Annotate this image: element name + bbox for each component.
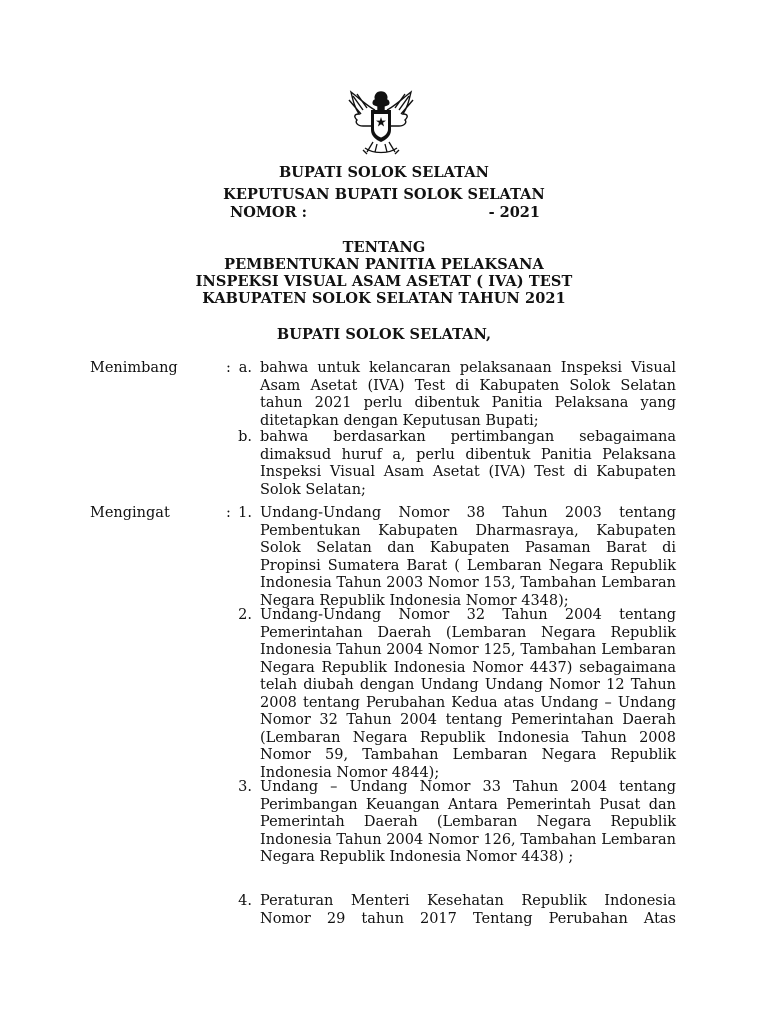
item-marker: b. (238, 429, 252, 445)
item-text: Peraturan Menteri Kesehatan Republik Indonesia Nomor 29 tahun 2017 Tentang Perubahan Atas (260, 893, 676, 927)
garuda-emblem-icon (345, 88, 417, 156)
subject-line-3: KABUPATEN SOLOK SELATAN TAHUN 2021 (202, 290, 566, 307)
item-text: bahwa untuk kelancaran pelaksanaan Inspeksi Visual Asam Asetat (IVA) Test di Kabupaten Solok Selatan tahun 2021 perlu dibentuk Panitia Pelaksana yang ditetapkan dengan Keputusan Bupati; (260, 360, 676, 429)
subject-line-2: INSPEKSI VISUAL ASAM ASETAT ( IVA) TEST (195, 273, 573, 290)
item-marker: a. (238, 360, 252, 376)
item-text: bahwa berdasarkan pertimbangan sebagaimana dimaksud huruf a, perlu dibentuk Panitia Pelaksana Inspeksi Visual Asam Asetat (IVA) Test di Kabupaten Solok Selatan; (260, 429, 676, 498)
institution-title: BUPATI SOLOK SELATAN (278, 164, 490, 181)
tentang-heading: TENTANG (342, 239, 426, 256)
mengingat-colon: : (226, 505, 231, 521)
item-text: Undang-Undang Nomor 32 Tahun 2004 tentang Pemerintahan Daerah (Lembaran Negara Republik Indonesia Tahun 2004 Nomor 125, Tambahan Lembaran Negara Republik Indonesia Nomor 4437) sebagaimana telah diubah dengan Undang Undang Nomor 12 Tahun 2008 tentang Perubahan Kedua atas Undang – Undang Nomor 32 Tahun 2004 tentang Pemerintahan Daerah (Lembaran Negara Republik Indonesia Tahun 2008 Nomor 59, Tambahan Lembaran Negara Republik Indonesia Nomor 4844); (260, 607, 676, 781)
item-marker: 2. (238, 607, 252, 623)
nomor-year: - 2021 (488, 204, 540, 221)
item-text: Undang-Undang Nomor 38 Tahun 2003 tentang Pembentukan Kabupaten Dharmasraya, Kabupaten Solok Selatan dan Kabupaten Pasaman Barat di Propinsi Sumatera Barat ( Lembaran Negara Republik Indonesia Tahun 2003 Nomor 153, Tambahan Lembaran Negara Republik Indonesia Nomor 4348); (260, 505, 676, 609)
menimbang-colon: : (226, 360, 231, 376)
item-marker: 4. (238, 893, 252, 909)
menimbang-label: Menimbang (90, 360, 178, 376)
nomor-label: NOMOR : (230, 204, 308, 221)
mengingat-label: Mengingat (90, 505, 170, 521)
item-text: Undang – Undang Nomor 33 Tahun 2004 tentang Perimbangan Keuangan Antara Pemerintah Pusat dan Pemerintah Daerah (Lembaran Negara Republik Indonesia Tahun 2004 Nomor 126, Tambahan Lembaran Negara Republik Indonesia Nomor 4438) ; (260, 779, 676, 865)
item-marker: 1. (238, 505, 252, 521)
decree-title: KEPUTUSAN BUPATI SOLOK SELATAN (223, 186, 545, 203)
authority-heading: BUPATI SOLOK SELATAN, (276, 326, 492, 343)
subject-line-1: PEMBENTUKAN PANITIA PELAKSANA (224, 256, 544, 273)
item-marker: 3. (238, 779, 252, 795)
